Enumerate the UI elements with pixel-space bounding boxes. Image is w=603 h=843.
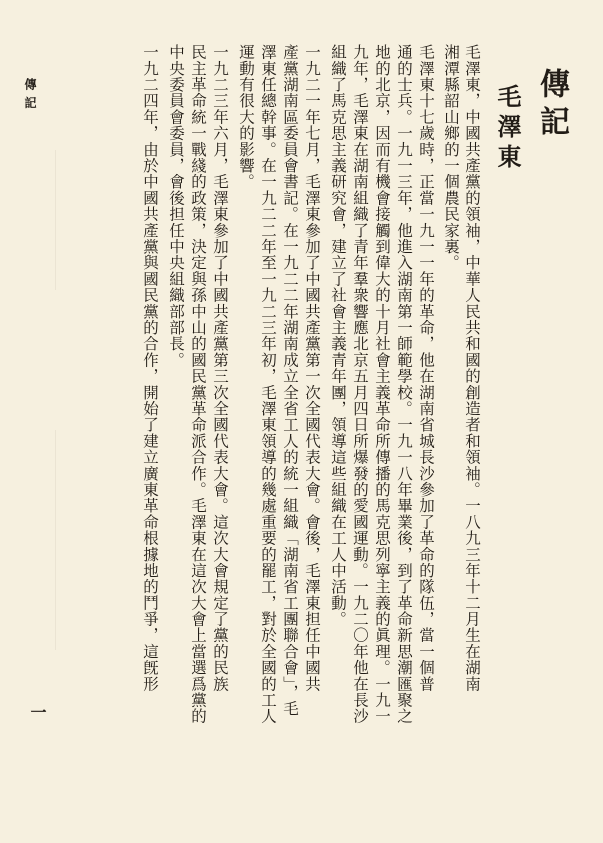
body-column: 毛澤東，中國共產黨的領袖，中華人民共和國的創造者和領袖。一八九三年十二月生在湖南 [463,44,481,692]
gutter-shadow [55,430,56,650]
body-column: 地的北京，因而有機會接觸到偉大的十月社會主義革命所傳播的馬克思列寧主義的眞理。一九一 [373,44,391,725]
subject-name-heading: 毛澤東 [493,84,522,174]
body-column: 民主革命統一戰綫的政策，決定與孫中山的國民黨革命派合作。毛澤東在這次大會上當選爲黨的 [189,44,207,725]
chapter-title: 傳記 [534,68,569,143]
body-column: 中央委員會委員，會後担任中央組織部部長。 [167,44,185,368]
gutter-shadow [55,150,56,290]
page-number: 一 [28,704,47,720]
body-column: 組織了馬克思主義研究會，建立了社會主義青年團，領導這些組織在工人中活動。 [329,44,347,628]
body-column: 一九二三年六月，毛澤東參加了中國共產黨第三次全國代表大會。這次大會規定了黨的民族 [211,44,229,692]
body-column: 九年，毛澤東在湖南組織了青年羣衆響應北京五月四日所爆發的愛國運動。一九二〇年他在長沙 [351,44,369,725]
body-column: 湘潭縣韶山鄉的一個農民家裏。 [442,44,460,271]
body-column: 毛澤東十七歲時，正當一九一一年的革命，他在湖南省城長沙參加了革命的隊伍，當一個普 [417,44,435,692]
body-column: 澤東任總幹事。在一九二二年至一九二三年初，毛澤東領導的幾處重要的罷工，對於全國的工人 [259,44,277,725]
running-head: 傳記 [23,78,37,116]
body-column: 運動有很大的影響。 [237,44,255,190]
body-column: 一九二四年，由於中國共產黨與國民黨的合作，開始了建立廣東革命根據地的鬥爭，這旣形 [141,44,159,692]
body-column: 產黨湖南區委員會書記。在一九二二年湖南成立全省工人的統一組織「湖南省工團聯合會」，毛 [281,44,299,717]
body-column: 一九二一年七月，毛澤東參加了中國共產黨第一次全國代表大會。會後，毛澤東担任中國共 [303,44,321,692]
body-column: 通的士兵。一九一三年，他進入湖南第一師範學校。一九一八年畢業後，到了革命新思潮匯聚之 [395,44,413,725]
